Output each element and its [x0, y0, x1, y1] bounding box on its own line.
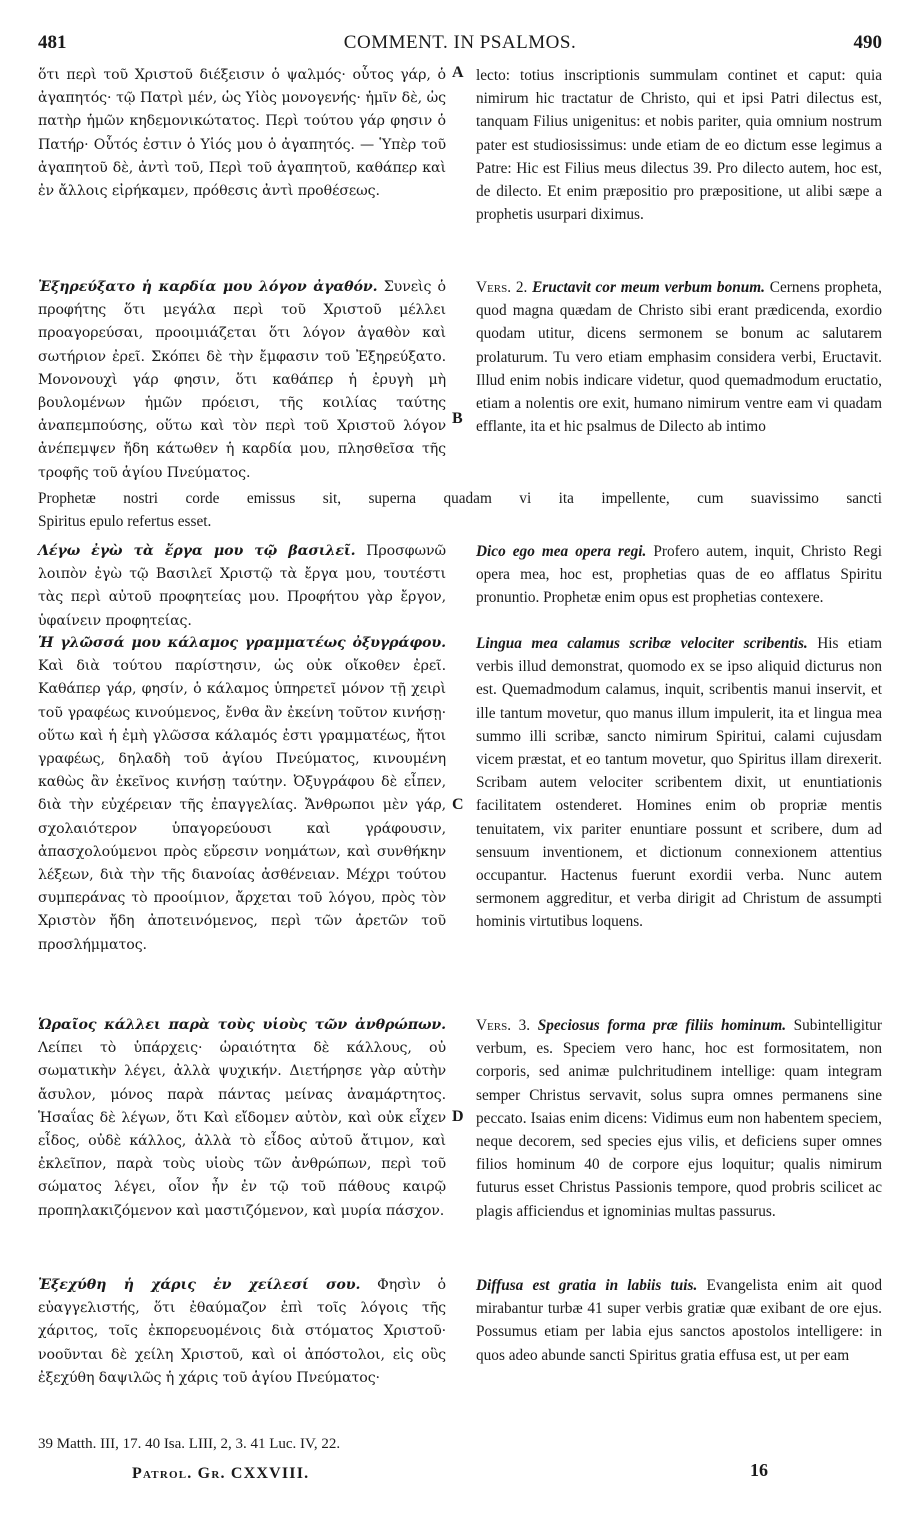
greek-paragraph: [38, 1274, 446, 1390]
greek-lemma: Ἐξεχύθη ἡ χάρις ἐν χείλεσί σου.: [38, 1277, 361, 1293]
margin-marker-c: C: [452, 796, 464, 813]
greek-lemma: Ἐξηρεύξατο ἡ καρδία μου λόγον ἀγαθόν.: [38, 279, 378, 295]
margin-marker-a: A: [452, 64, 464, 81]
latin-paragraph: [476, 64, 882, 226]
latin-paragraph: [476, 276, 882, 438]
margin-marker-d: D: [452, 1108, 464, 1125]
greek-text: Συνεὶς ὁ προφήτης ὅτι μεγάλα περὶ τοῦ Χριστοῦ μέλλει προαγορεύσαι, προοιμιάζεται ὅτι λόγον ἀγαθὸν καὶ σωτήριον ἐρεῖ. Σκόπει δὲ τὴν ἔμφασιν τοῦ Ἐξηρεύξατο. Μονονουχὶ γάρ φησιν, ὅτι καθάπερ ἡ ἐρυγὴ μὴ βουλομένων ἡμῶν πρόεισι, τῆς κοιλίας ταύτης ἀναπεμπούσης, οὕτω καὶ τὸν περὶ τοῦ Χριστοῦ λόγον ἀνέπεμψεν ἤδη κάτωθεν ἡ καρδία μου, πλησθεῖσα τῆς τροφῆς τοῦ ἁγίου Πνεύματος.: [38, 279, 446, 481]
signature-mark: 16: [750, 1460, 768, 1480]
greek-text: Προσφωνῶ λοιπὸν ἐγὼ τῷ Βασιλεῖ Χριστῷ τὰ ἔργα μου, τουτέστι τὰς περὶ αὐτοῦ προφητείας μου. Προφήτου γὰρ ἔργον, ὑφαίνειν προφητείας.: [38, 543, 446, 629]
greek-paragraph: [38, 632, 446, 957]
latin-paragraph: [476, 1274, 882, 1367]
greek-text: ὅτι περὶ τοῦ Χριστοῦ διέξεισιν ὁ ψαλμός· οὗτος γάρ, ὁ ἀγαπητός· τῷ Πατρὶ μέν, ὡς Υἱὸς μονογενής· ἡμῖν δὲ, ὡς πατὴρ ἡμῶν κηδεμονικώτατος. Περὶ τούτου γάρ φησιν ὁ Πατήρ· Οὗτός ἐστιν ὁ Υἱός μου ὁ ἀγαπητός. — Ὑπὲρ τοῦ ἀγαπητοῦ δὲ, ἀντὶ τοῦ, Περὶ τοῦ ἀγαπητοῦ, καθάπερ καὶ ἐν ἄλλοις εἰρήκαμεν, πρόθεσις ἀντὶ προθέσεως.: [38, 67, 446, 200]
latin-text: Evangelista enim ait quod mirabantur turbæ 41 super verbis gratiæ quæ exibant de ore ejus. Possumus etiam per labia ejus sanctos apostolos intelligere: in quos adeo abunde sancti Spiritus gratia effusa est, ut per eam: [476, 1277, 882, 1364]
latin-spanning-line: Spiritus epulo refertus esset.: [38, 513, 212, 530]
greek-paragraph: [38, 540, 446, 633]
latin-lemma: Dico ego mea opera regi.: [476, 543, 647, 560]
verse-label: Vers. 3.: [476, 1017, 531, 1034]
greek-paragraph: [38, 276, 446, 485]
greek-text: Καὶ διὰ τούτου παρίστησιν, ὡς οὐκ οἴκοθεν ἐρεῖ. Καθάπερ γάρ, φησίν, ὁ κάλαμος ὑπηρετεῖ μόνον τῇ χειρὶ τοῦ γραφέως κινούμενος, ἔνθα ἂν ἐκείνη τοῦτον κινήσῃ· οὕτω καὶ ἡ ἐμὴ γλῶσσα κάλαμός ἐστι γραμματέως, ἤτοι γραφέως, δηλαδὴ τοῦ ἁγίου Πνεύματος, κινουμένη καθὼς ἂν ἐκεῖνος κινήσῃ ταύτην. Ὀξυγράφου δὲ εἶπεν, διὰ τὴν εὐχέρειαν τῆς ἐπαγγελίας. Ἄνθρωποι μὲν γάρ, σχολαιότερον ὑπαγορεύουσι καὶ γράφουσιν, ἀπασχολούμενοι πρὸς εὕρεσιν νοημάτων, καὶ συνθήκην λέξεων, διὰ τὴν τῆς διανοίας ἀσθένειαν. Μέχρι τούτου συμπεράνας τὸ προοίμιον, ἄρχεται τοῦ λόγου, πρὸς τὸν Χριστὸν ἤδη ἀποτεινόμενος, περὶ τῶν ἀρετῶν τοῦ προσλήμματος.: [38, 658, 446, 953]
greek-text: Λείπει τὸ ὑπάρχεις· ὡραιότητα δὲ κάλλους, οὐ σωματικὴν λέγει, ἀλλὰ ψυχικήν. Διετήρησε γὰρ αὐτὴν ἄσυλον, μόνος παρὰ πάντας μείνας ἀναμάρτητος. Ἡσαΐας δὲ λέγων, ὅτι Καὶ εἴδομεν αὐτὸν, καὶ οὐκ εἶχεν εἶδος, οὐδὲ κάλλος, ἀλλὰ τὸ εἶδος αὐτοῦ ἄτιμον, καὶ ἐκλεῖπον, παρὰ τοὺς υἱοὺς τῶν ἀνθρώπων, περὶ τοῦ σώματος λέγει, οἷον ἦν ἐν τῷ τοῦ πάθους καιρῷ προπηλακιζόμενον καὶ μαστιζόμενον, καὶ μυρία πάσχον.: [38, 1040, 446, 1219]
latin-paragraph: [476, 632, 882, 934]
page-header: [38, 32, 882, 58]
latin-lemma: Eructavit cor meum verbum bonum.: [532, 279, 765, 296]
page-number-right: 490: [853, 32, 882, 53]
latin-spanning-line: Prophetæ nostri corde emissus sit, superna quadam vi ita impellente, cum suavissimo sancti: [38, 490, 882, 507]
latin-text: Cernens propheta, quod magna quædam de Christo sibi erant prædicenda, exordio quodam utitur, dicens sermonem se bonum ac salutarem prolaturum. Tu vero etiam emphasim considera verbi, Eructavit. Illud enim nobis indicare videtur, quod quemadmodum eructatio, etiam a nolentis ore exit, humano nimirum ventre eam vi quadam efflante, ita et hic psalmus de Dilecto ab intimo: [476, 279, 882, 436]
greek-lemma: Λέγω ἐγὼ τὰ ἔργα μου τῷ βασιλεῖ.: [38, 543, 356, 559]
margin-marker-b: B: [452, 410, 463, 427]
latin-lemma: Speciosus forma præ filiis hominum.: [537, 1017, 787, 1034]
greek-text: Φησὶν ὁ εὐαγγελιστής, ὅτι ἐθαύμαζον ἐπὶ τοῖς λόγοις τῆς χάριτος, τοῖς ἐκπορευομένοις διὰ στόματος Χριστοῦ· νοοῦνται δὲ χείλη Χριστοῦ, καὶ οἱ ἀπόστολοι, εἰς οὓς ἐξεχύθη δαψιλῶς ἡ χάρις τοῦ ἁγίου Πνεύματος·: [38, 1277, 446, 1386]
latin-paragraph: [476, 540, 882, 610]
latin-lemma: Diffusa est gratia in labiis tuis.: [476, 1277, 698, 1294]
footnotes: 39 Matth. III, 17. 40 Isa. LIII, 2, 3. 41 Luc. IV, 22.: [38, 1436, 341, 1452]
verse-label: Vers. 2.: [476, 279, 528, 296]
latin-text: Profero autem, inquit, Christo Regi opera mea, hoc est, prophetias quas de eo afflatus Spiritu pronuntio. Prophetæ enim opus est prophetias contexere.: [476, 543, 882, 607]
latin-text: His etiam verbis illud demonstrat, quomodo ex se ipso aliquid dicturus non est. Quemadmodum calamus, inquit, scribentis manui inservit, et ille tantum movetur, quo manus illum impulerit, ita et lingua mea summo illi scribæ, sancto nimirum Spiritui, calami cujusdam vicem præstat, et eo tantum movetur, quo Spiritus illam direxerit. Scribam autem velociter scribentem dixit, ut enuntiationis facilitatem ostenderet. Homines enim ob propriæ mentis tenuitatem, vix pariter enuntiare possunt et scribere, dum ad sensuum inventionem, et dictionum connexionem attentius occupantur. Hactenus fuerunt exordii verba. Nunc autem sermonem aggreditur, et verba dirigit ad Christum de assumpti hominis virtutibus loquens.: [476, 635, 882, 931]
latin-text: Subintelligitur verbum, es. Speciem vero hanc, hoc est formositatem, non corporis, sed animæ pulchritudinem intellige: quam integram semper Christus servavit, solus supra omnes permanens sine peccato. Isaias enim dicens: Vidimus eum non habentem speciem, neque decorem, sed species ejus vilis, et deficiens super omnes filios hominum 40 de corpore ejus loquitur; qualis nimirum futurus esset Christus Passionis tempore, quod probris scilicet ac plagis afficiendus et ignominias multas passurus.: [476, 1017, 883, 1220]
latin-lemma: Lingua mea calamus scribæ velociter scribentis.: [476, 635, 808, 652]
greek-lemma: Ὡραῖος κάλλει παρὰ τοὺς υἱοὺς τῶν ἀνθρώπων.: [38, 1017, 446, 1033]
running-title: COMMENT. IN PSALMOS.: [343, 32, 577, 53]
greek-lemma: Ἡ γλῶσσά μου κάλαμος γραμματέως ὀξυγράφου.: [38, 635, 446, 651]
latin-paragraph: [476, 1014, 882, 1223]
latin-text: lecto: totius inscriptionis summulam continet et caput: quia nimirum hic tractatur de Christo, qui et ipsi Patri dilectus est, tanquam Filius unigenitus: et nobis pariter, quia omnium nostrum pater est studiosissimus: unde etiam de eo dictum esse legimus a Patre: Hic est Filius meus dilectus 39. Pro dilecto autem, hoc est, de dilecto. Et enim præpositio pro præpositione, ut alibi sæpe a prophetis usurpari diximus.: [476, 67, 882, 224]
greek-paragraph: [38, 64, 446, 203]
page-number-left: 481: [38, 32, 67, 53]
source-line: Patrol. Gr. CXXVIII.: [132, 1465, 310, 1482]
greek-paragraph: [38, 1014, 446, 1223]
